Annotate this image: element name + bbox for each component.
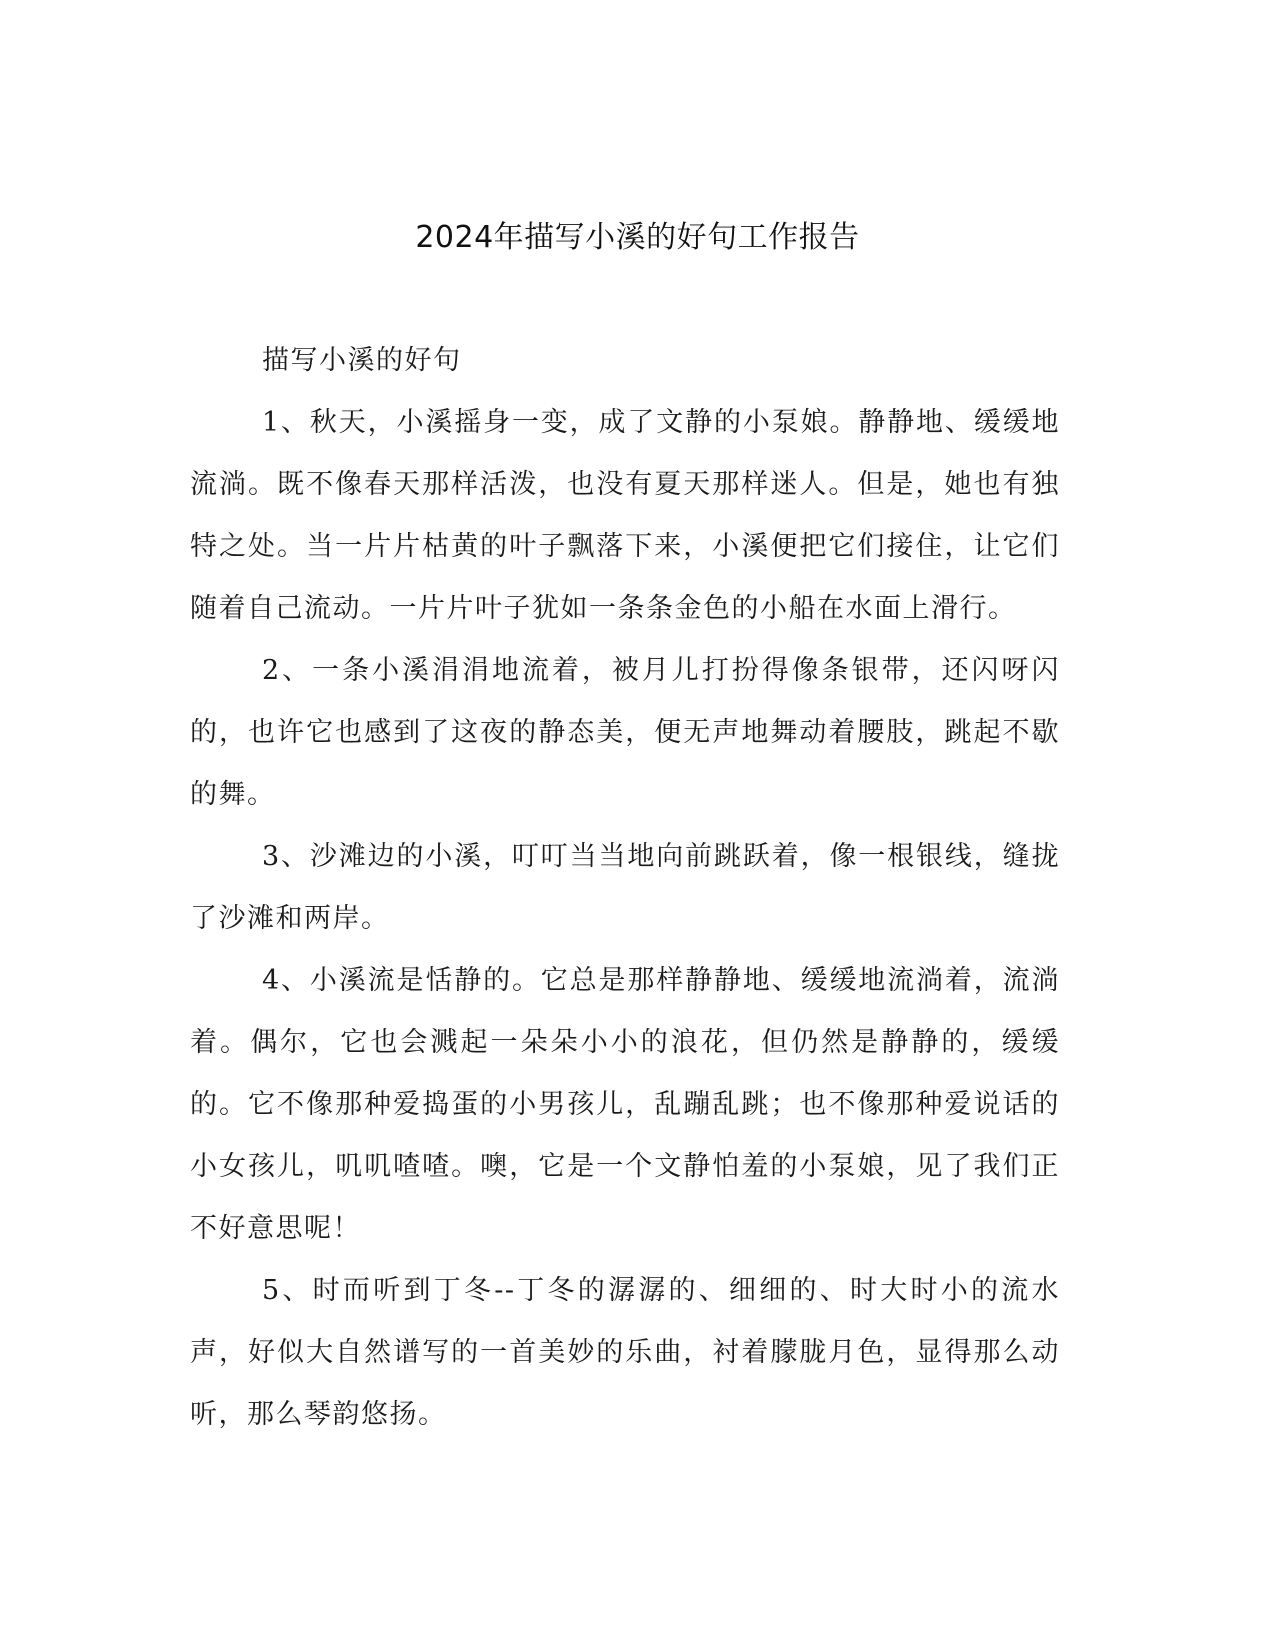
paragraph-5: 5、时而听到丁冬--丁冬的潺潺的、细细的、时大时小的流水声，好似大自然谱写的一首美妙的乐曲，衬着朦胧月色，显得那么动听，那么琴韵悠扬。 xyxy=(190,1275,1060,1430)
paragraph-1: 1、秋天，小溪摇身一变，成了文静的小泵娘。静静地、缓缓地流淌。既不像春天那样活泼，也没有夏天那样迷人。但是，她也有独特之处。当一片片枯黄的叶子飘落下来，小溪便把它们接住，让它们随着自己流动。一片片叶子犹如一条条金色的小船在水面上滑行。 xyxy=(190,407,1060,624)
paragraph-2: 2、一条小溪涓涓地流着，被月儿打扮得像条银带，还闪呀闪的，也许它也感到了这夜的静态美，便无声地舞动着腰肢，跳起不歇的舞。 xyxy=(190,655,1060,810)
section-heading: 描写小溪的好句 xyxy=(262,345,462,376)
paragraph-3: 3、沙滩边的小溪，叮叮当当地向前跳跃着，像一根银线，缝拢了沙滩和两岸。 xyxy=(190,841,1060,934)
document-title: 2024年描写小溪的好句工作报告 xyxy=(415,220,860,255)
document-body xyxy=(190,330,1060,1446)
paragraph-4: 4、小溪流是恬静的。它总是那样静静地、缓缓地流淌着，流淌着。偶尔，它也会溅起一朵朵小小的浪花，但仍然是静静的，缓缓的。它不像那种爱捣蛋的小男孩儿，乱蹦乱跳；也不像那种爱说话的小女孩儿，叽叽喳喳。噢，它是一个文静怕羞的小泵娘，见了我们正不好意思呢！ xyxy=(190,965,1060,1244)
